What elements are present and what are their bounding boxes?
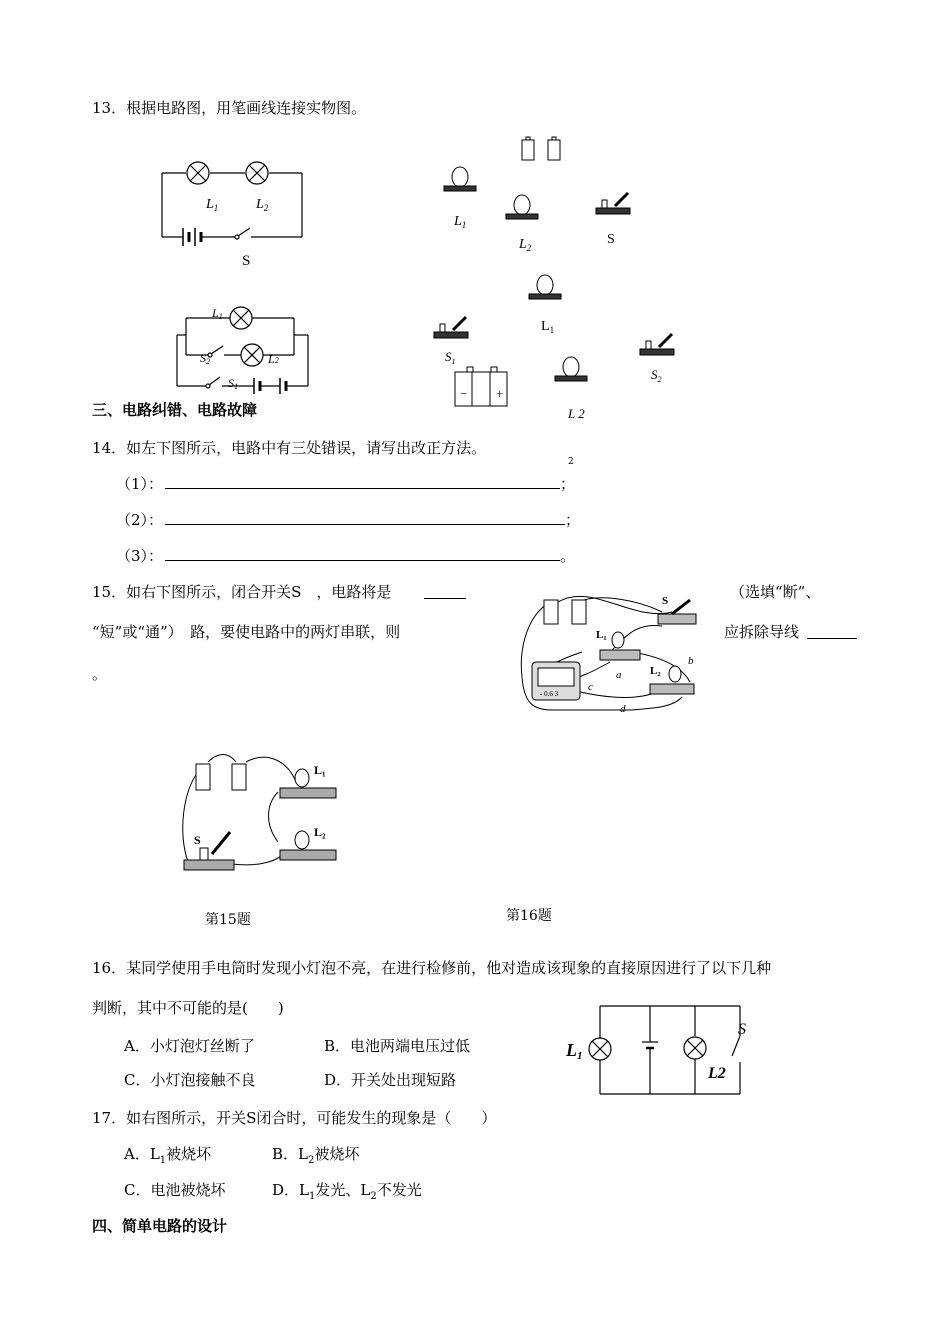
q15-line2-end: 应拆除导线 [724, 623, 800, 641]
fig16-a-label: a [616, 669, 622, 681]
q13-d1-l2-label: $L_2$ [256, 197, 269, 213]
q13-p1-s-label: S [607, 232, 615, 247]
fig17-l1-label: L1 [566, 1040, 583, 1062]
q13-p2-battery-minus: − [460, 386, 468, 401]
q16-option-d[interactable]: D．开关处出现短路 [324, 1071, 457, 1089]
q14-answer-1-end: ； [560, 475, 576, 493]
q13-d1-l1-label: $L_1$ [206, 197, 219, 213]
fig15-s-label: S [194, 833, 201, 847]
q13-p1-l2-label: $L_2$ [519, 237, 532, 253]
q13-circuit-diagram-1 [150, 150, 320, 270]
q17-stem: 17．如右图所示，开关S闭合时，可能发生的现象是（ ） [92, 1109, 497, 1127]
q13-d2-l1-label: L1 [212, 306, 223, 321]
q13-p2-l1-label: $L_1$ [541, 319, 555, 335]
fig16-caption: 第16题 [506, 908, 552, 924]
q14-answer-2-label: （2）： [116, 511, 164, 529]
q15-blank-1[interactable] [424, 598, 466, 599]
q13-p2-l2-label: L 2 [568, 406, 585, 421]
q14-stem: 14．如左下图所示，电路中有三处错误，请写出改正方法。 [92, 439, 487, 457]
q14-answer-1-blank[interactable] [165, 488, 560, 489]
fig15-l1-label: L₁ [314, 763, 326, 777]
fig16-meter-label: - 0.6 3 [540, 690, 559, 698]
q14-answer-3-label: （3）： [116, 547, 164, 565]
q16-option-a[interactable]: A．小灯泡灯丝断了 [124, 1037, 255, 1055]
fig16-s-label: S [662, 595, 669, 607]
figure-16 [512, 582, 717, 720]
q16-option-b[interactable]: B．电池两端电压过低 [324, 1037, 471, 1055]
q13-p2-s2-label: $S_2$ [651, 367, 662, 384]
q14-answer-2-end: ； [565, 511, 581, 529]
q13-circuit-diagram-2 [168, 300, 318, 395]
q16-stem-line1: 16．某同学使用手电筒时发现小灯泡不亮，在进行检修前，他对造成该现象的直接原因进行了以下几种 [92, 959, 772, 977]
q13-p2-battery-plus: + [496, 386, 504, 401]
fig16-b-label: b [688, 655, 694, 667]
fig15-caption: 第15题 [205, 912, 251, 928]
fig16-l2-label: L₂ [650, 665, 661, 677]
q17-option-c[interactable]: C．电池被烧坏 [124, 1181, 226, 1199]
fig17-l2-label: L2 [708, 1065, 726, 1082]
q13-physical-components-1 [430, 130, 650, 260]
stray-mark: 2 [568, 457, 574, 467]
q17-option-a[interactable]: A．$L_1$被烧坏 [124, 1145, 212, 1166]
q16-stem-line2: 判断，其中不可能的是( ) [92, 999, 284, 1017]
q14-answer-3-end: 。 [560, 547, 576, 565]
q13-stem: 13．根据电路图，用笔画线连接实物图。 [92, 99, 367, 117]
q13-p2-s1-label: $S_1$ [445, 349, 456, 366]
q14-answer-3-blank[interactable] [165, 560, 560, 561]
q13-p1-l1-label: $L_1$ [454, 214, 467, 230]
q15-blank-2[interactable] [807, 638, 857, 639]
q16-option-c[interactable]: C．小灯泡接触不良 [124, 1071, 256, 1089]
q17-option-d[interactable]: D．$L_1$发光、$L_2$不发光 [272, 1181, 422, 1202]
figure-17 [560, 996, 760, 1106]
section4-heading: 四、简单电路的设计 [92, 1217, 228, 1235]
q13-d1-s-label: S [242, 253, 251, 269]
q15-line1: 15．如右下图所示，闭合开关S ，电路将是 [92, 583, 392, 601]
fig16-l1-label: L₁ [596, 629, 607, 641]
q15-line3: 。 [92, 665, 108, 683]
section3-heading: 三、电路纠错、电路故障 [92, 401, 258, 419]
fig16-c-label: c [588, 681, 593, 693]
q15-line2: “短”或“通”） 路，要使电路中的两灯串联，则 [92, 623, 401, 641]
q14-answer-1-label: （1）： [116, 475, 164, 493]
q13-physical-components-2 [420, 268, 680, 423]
q13-d2-l2-label: L2 [268, 352, 279, 366]
fig17-s-label: S [738, 1021, 746, 1038]
q14-answer-2-blank[interactable] [165, 524, 565, 525]
q13-d2-s2-label: S2 [200, 351, 210, 366]
q17-option-b[interactable]: B．$L_2$被烧坏 [272, 1145, 360, 1166]
q13-d2-s1-label: S1 [228, 376, 238, 391]
fig15-l2-label: L₂ [314, 825, 326, 839]
q15-line1-end: （选填“断”、 [730, 583, 821, 601]
figure-15 [178, 752, 348, 882]
fig16-d-label: d [620, 703, 626, 715]
